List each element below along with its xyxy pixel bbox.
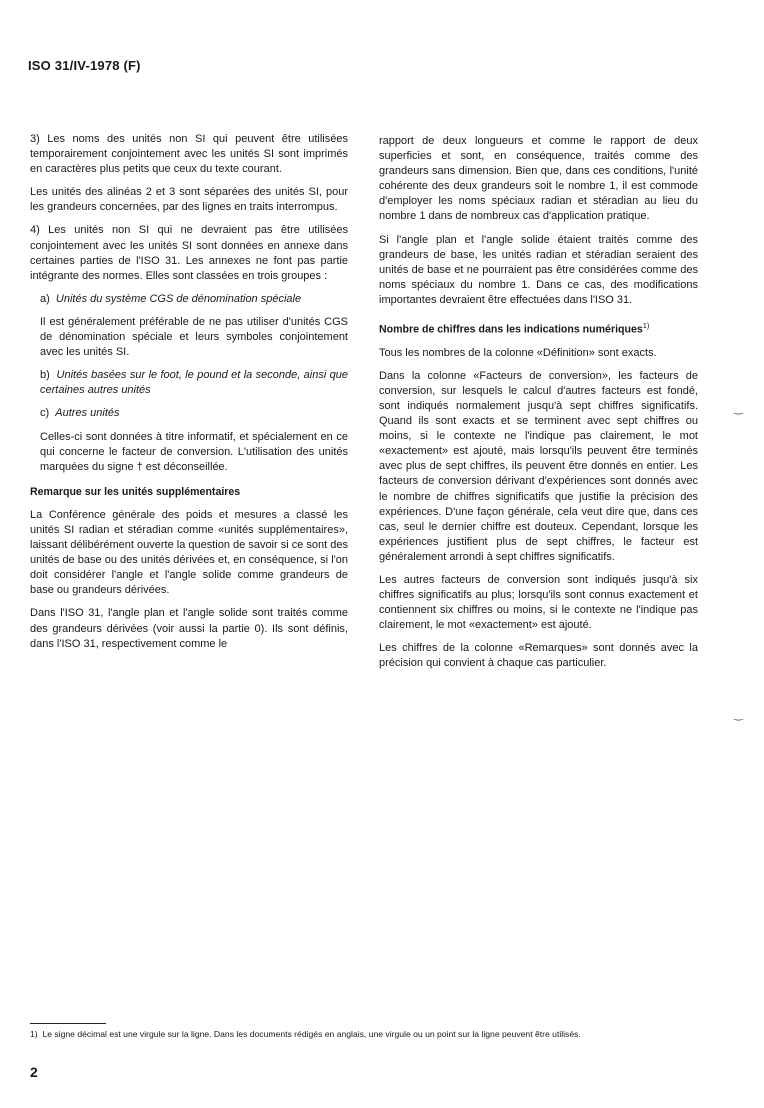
paragraph: Les unités des alinéas 2 et 3 sont séparées des unités SI, pour les grandeurs concernées, par des lignes en traits interrompus. — [30, 186, 348, 214]
paragraph: Dans l'ISO 31, l'angle plan et l'angle solide sont traités comme des grandeurs dérivées (voir aussi la partie 0). Ils sont définis, dans l'ISO 31, respectivement comme le — [30, 607, 348, 650]
list-item-title: Autres unités — [55, 407, 120, 420]
right-column — [379, 134, 698, 680]
list-item-title: Unités basées sur le foot, le pound et la seconde, ainsi que certaines autres unités — [40, 369, 348, 397]
footnote-divider — [30, 1023, 106, 1024]
document-header: ISO 31/IV-1978 (F) — [28, 58, 141, 73]
page-number: 2 — [30, 1064, 38, 1080]
paragraph: Si l'angle plan et l'angle solide étaient traités comme des grandeurs de base, les unités radian et stéradian seraient des unités de base et ne pourraient pas être considérées comme des noms spéciaux du nombre 1. Dans ce cas, des modifications importantes devraient être effectuées dans l'ISO 31. — [379, 233, 698, 306]
section-heading: Remarque sur les unités supplémentaires — [30, 485, 241, 498]
left-column — [30, 132, 348, 660]
list-label: b) — [40, 369, 50, 382]
section-heading — [379, 318, 698, 338]
paragraph: 3) Les noms des unités non SI qui peuvent être utilisées temporairement conjointement avec les unités SI sont imprimés en caractères plus petits que ceux du texte courant. — [30, 133, 348, 176]
list-label: c) — [40, 407, 50, 420]
footnote-text: Le signe décimal est une virgule sur la ligne. Dans les documents rédigés en anglais, une virgule ou un point sur la ligne peuvent être utilisés. — [42, 1029, 581, 1039]
section-heading-text: Nombre de chiffres dans les indications numériques — [379, 323, 643, 336]
margin-mark-icon: ‿ — [734, 403, 743, 415]
paragraph: Tous les nombres de la colonne «Définition» sont exacts. — [379, 346, 657, 359]
list-item-title: Unités du système CGS de dénomination spéciale — [55, 292, 302, 305]
footnote — [30, 1029, 720, 1040]
list-label: a) — [40, 292, 50, 305]
paragraph: La Conférence générale des poids et mesures a classé les unités SI radian et stéradian comme «unités supplémentaires», laissant délibérément ouverte la question de savoir si ce sont des unités de base ou des unités dérivées et, en conséquence, si l'on doit considérer l'angle et l'angle solide comme grandeurs de base ou grandeurs dérivées. — [30, 508, 348, 597]
paragraph: Il est généralement préférable de ne pas utiliser d'unités CGS de dénomination spéciale et leurs symboles conjointement avec les unités SI. — [40, 315, 348, 359]
paragraph: Dans la colonne «Facteurs de conversion», les facteurs de conversion, sur lesquels le calcul d'autres facteurs est fondé, sont indiqués normalement jusqu'à sept chiffres significatifs. Quand ils sont exacts et se terminent avec sept chiffres ou moins, si le contexte ne l'indique pas clairement, le mot «exactement» est ajouté, mais lorsqu'ils peuvent être terminés avec plus de sept chiffres, ils peuvent être donnés en entier. Les facteurs de conversion dérivant d'expériences sont donnés avec le nombre de chiffres significatifs que justifie la précision des expériences. D'une façon générale, cela veut dire que, dans ces cas, seul le dernier chiffre est douteux. Cependant, lorsque les expériences justifient plus de sept chiffres, le facteur est généralement arrondi à sept chiffres significatifs. — [379, 369, 698, 563]
paragraph: Les chiffres de la colonne «Remarques» sont donnés avec la précision qui convient à chaque cas particulier. — [379, 642, 698, 670]
footnote-reference: 1) — [642, 321, 650, 331]
paragraph: Les autres facteurs de conversion sont indiqués jusqu'à six chiffres significatifs au plus; lorsqu'ils sont connus exactement et contiennent six chiffres ou moins, si le contexte ne l'indique pas clairement, le mot «exactement» est ajouté. — [379, 573, 698, 632]
list-item-b — [30, 368, 348, 398]
footnote-label: 1) — [30, 1029, 38, 1039]
paragraph: Celles-ci sont données à titre informatif, et spécialement en ce qui concerne le facteur de conversion. L'utilisation des unités marquées du signe † est déconseillée. — [40, 430, 348, 473]
margin-mark-icon: ‿ — [734, 709, 743, 721]
paragraph: rapport de deux longueurs et comme le rapport de deux superficies et sont, en conséquence, traités comme des grandeurs sans dimension. Bien que, dans ces conditions, l'unité cohérente des deux grandeurs soit le nombre 1, il est commode d'employer les noms spéciaux radian et stéradian au lieu du nombre 1 dans de nombreux cas d'application pratique. — [379, 135, 698, 223]
list-item-a — [30, 292, 348, 307]
list-item-c — [30, 406, 348, 421]
paragraph: 4) Les unités non SI qui ne devraient pas être utilisées conjointement avec les unités SI sont données en annexe dans certaines parties de l'ISO 31. Les annexes ne font pas partie intégrante des normes. Elles sont classées en trois groupes : — [30, 224, 348, 282]
